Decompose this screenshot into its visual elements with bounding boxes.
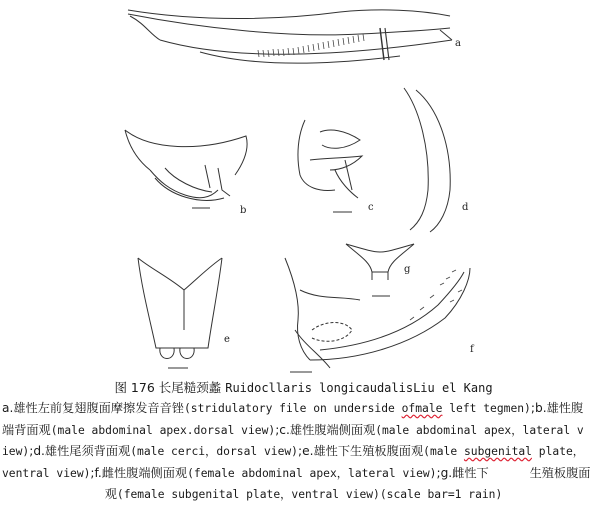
caption-segment: ;g.雌性下 <box>436 465 489 480</box>
drawing-b-male-abdominal-apex-dorsal <box>125 130 247 208</box>
caption-segment: ;b.雄性腹 <box>530 401 584 415</box>
caption-segment: (female abdominal apex，lateral view) <box>187 466 437 480</box>
caption-segment: a.雄性左前复翅腹面摩擦发音音锉 <box>2 401 184 415</box>
drawing-c-male-abdominal-apex-lateral <box>298 120 362 212</box>
caption-line <box>2 420 605 442</box>
caption-segment: ;f.雌性腹端侧面观 <box>90 465 188 480</box>
drawing-e-male-subgenital-plate <box>138 258 222 368</box>
drawing-a-stridulatory-file <box>128 10 452 63</box>
caption-title-latin-name: Ruidocllaris longicaudalisLiu el Kang <box>225 381 493 395</box>
panel-label-e: e <box>224 334 230 345</box>
caption-segment <box>489 467 530 480</box>
panel-label-a: a <box>455 38 461 49</box>
panel-label-f: f <box>470 344 474 355</box>
caption-line <box>2 463 605 485</box>
drawing-d-male-cerci <box>404 88 450 232</box>
caption-segment: 生殖板腹面 <box>529 465 591 480</box>
figure-caption-title <box>0 379 607 397</box>
caption-segment: 端背面观 <box>2 422 51 437</box>
caption-line <box>2 484 605 506</box>
panel-label-d: d <box>462 202 469 213</box>
panel-label-c: c <box>368 202 374 213</box>
caption-segment: subgenital <box>463 445 532 458</box>
ovipositor-teeth <box>410 270 462 320</box>
caption-segment: ofmale <box>401 402 443 415</box>
panel-label-b: b <box>240 205 247 216</box>
caption-segment: (male cerci，dorsal view) <box>130 445 298 458</box>
caption-segment: plate， <box>531 445 585 458</box>
caption-segment: (stridulatory file on underside <box>183 402 402 415</box>
caption-segment: ;d.雄性尾须背面观 <box>29 444 131 458</box>
caption-title-prefix: 图 176 长尾糙颈蠡 <box>114 380 226 395</box>
panel-label-g: g <box>404 264 411 275</box>
caption-segment: ;e.雄性下生殖板腹面观 <box>297 444 424 458</box>
caption-segment: (female subgenital plate，ventral view)(scale bar=1 rain) <box>116 488 503 501</box>
figure-caption-body <box>2 398 605 506</box>
caption-segment: ventral view) <box>2 466 91 480</box>
caption-line <box>2 441 605 463</box>
caption-segment: 观 <box>104 487 117 501</box>
caption-segment: ;c.雄性腹端侧面观 <box>275 422 376 437</box>
caption-line <box>2 398 605 420</box>
caption-segment: (male <box>423 445 464 458</box>
caption-segment: left tegmen) <box>442 402 531 415</box>
caption-segment: (male abdominal apex.dorsal view) <box>50 423 276 437</box>
caption-segment: iew) <box>2 445 30 458</box>
caption-segment: (male abdominal apex，lateral v <box>375 423 584 437</box>
drawing-f-female-abdominal-apex-lateral <box>285 258 470 372</box>
